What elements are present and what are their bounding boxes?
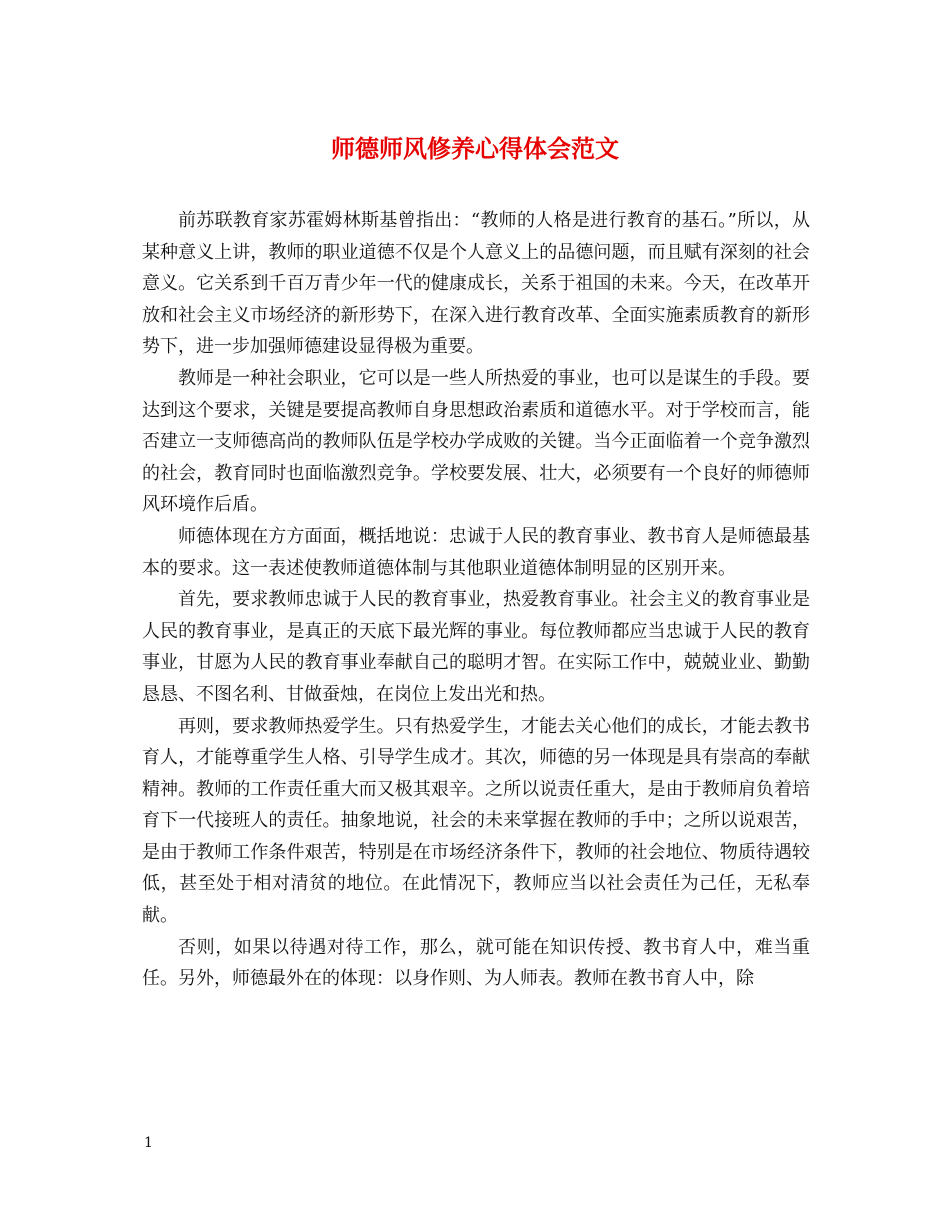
- page-number: 1: [144, 1135, 153, 1151]
- paragraph-6: 否则，如果以待遇对待工作，那么，就可能在知识传授、教书育人中，难当重任。另外，师德最外在的体现：以身作则、为人师表。教师在教书育人中，除: [142, 936, 810, 990]
- paragraph-5: 再则，要求教师热爱学生。只有热爱学生，才能去关心他们的成长，才能去教书育人，才能尊重学生人格、引导学生成才。其次，师德的另一体现是具有崇高的奉献精神。教师的工作责任重大而又极其艰辛。之所以说责任重大，是由于教师肩负着培育下一代接班人的责任。抽象地说，社会的未来掌握在教师的手中；之所以说艰苦，是由于教师工作条件艰苦，特别是在市场经济条件下，教师的社会地位、物质待遇较低，甚至处于相对清贫的地位。在此情况下，教师应当以社会责任为己任，无私奉献。: [142, 715, 810, 927]
- document-title: 师德师风修养心得体会范文: [331, 134, 619, 163]
- paragraph-2: 教师是一种社会职业，它可以是一些人所热爱的事业，也可以是谋生的手段。要达到这个要求，关键是要提高教师自身思想政治素质和道德水平。对于学校而言，能否建立一支师德高尚的教师队伍是学校办学成败的关键。当今正面临着一个竞争激烈的社会，教育同时也面临激烈竞争。学校要发展、壮大，必须要有一个良好的师德师风环境作后盾。: [142, 367, 810, 516]
- paragraph-4: 首先，要求教师忠诚于人民的教育事业，热爱教育事业。社会主义的教育事业是人民的教育事业，是真正的天底下最光辉的事业。每位教师都应当忠诚于人民的教育事业，甘愿为人民的教育事业奉献自己的聪明才智。在实际工作中，兢兢业业、勤勤恳恳、不图名利、甘做蚕烛，在岗位上发出光和热。: [142, 589, 810, 705]
- paragraph-3: 师德体现在方方面面，概括地说：忠诚于人民的教育事业、教书育人是师德最基本的要求。这一表述使教师道德体制与其他职业道德体制明显的区别开来。: [142, 525, 810, 579]
- document-body: [142, 205, 810, 995]
- paragraph-1: 前苏联教育家苏霍姆林斯基曾指出：“教师的人格是进行教育的基石。”所以，从某种意义上讲，教师的职业道德不仅是个人意义上的品德问题，而且赋有深刻的社会意义。它关系到千百万青少年一代的健康成长，关系于祖国的未来。今天，在改革开放和社会主义市场经济的新形势下，在深入进行教育改革、全面实施素质教育的新形势下，进一步加强师德建设显得极为重要。: [142, 210, 810, 358]
